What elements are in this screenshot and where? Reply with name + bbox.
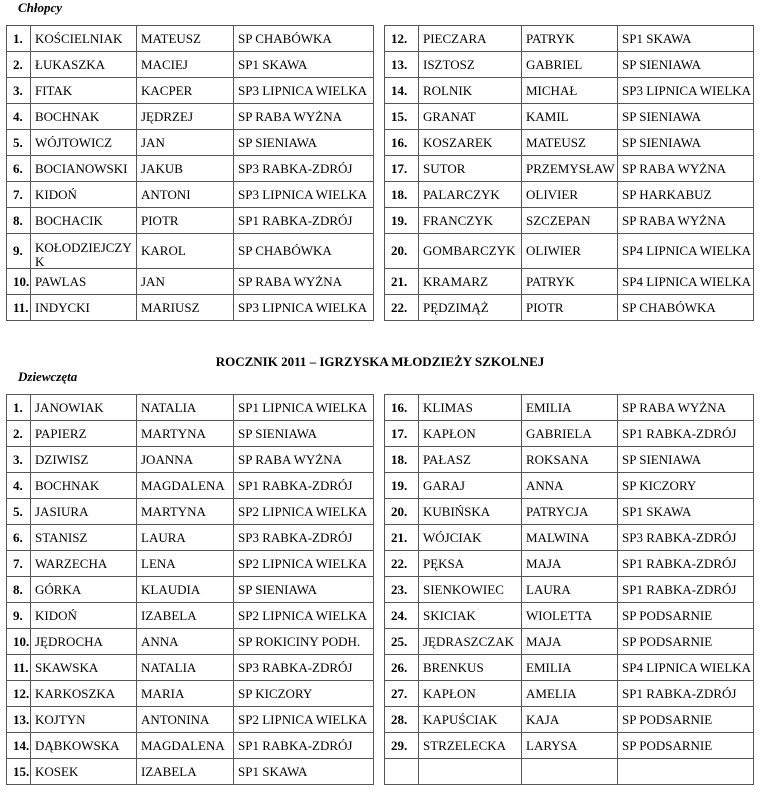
row-number: 9. (7, 234, 31, 269)
first-name-cell: LENA (137, 551, 234, 577)
school-cell (618, 759, 754, 785)
first-name-cell: PRZEMYSŁAW (522, 156, 618, 182)
first-name-cell: MACIEJ (137, 52, 234, 78)
boys-section-label: Chłopcy (18, 0, 63, 15)
surname-cell: KAPŁON (419, 421, 522, 447)
table-row (385, 603, 754, 629)
row-number: 17. (385, 421, 419, 447)
school-cell: SP3 RABKA-ZDRÓJ (618, 525, 754, 551)
surname-cell: KARKOSZKA (31, 681, 137, 707)
table-row (7, 295, 374, 321)
school-cell: SP PODSARNIE (618, 733, 754, 759)
table-row (7, 208, 374, 234)
table-row (7, 681, 374, 707)
school-cell: SP CHABÓWKA (234, 26, 374, 52)
first-name-cell: LARYSA (522, 733, 618, 759)
school-cell: SP3 LIPNICA WIELKA (234, 182, 374, 208)
first-name-cell: JOANNA (137, 447, 234, 473)
first-name-cell: ROKSANA (522, 447, 618, 473)
first-name-cell: ANTONINA (137, 707, 234, 733)
school-cell: SP SIENIAWA (618, 130, 754, 156)
row-number: 21. (385, 525, 419, 551)
school-cell: SP1 RABKA-ZDRÓJ (234, 473, 374, 499)
school-cell: SP RABA WYŻNA (234, 447, 374, 473)
table-row (385, 655, 754, 681)
surname-cell: PIECZARA (419, 26, 522, 52)
table-row (7, 655, 374, 681)
surname-cell: KUBIŃSKA (419, 499, 522, 525)
row-number: 3. (7, 447, 31, 473)
table-row (7, 525, 374, 551)
table-row (7, 733, 374, 759)
row-number: 15. (385, 104, 419, 130)
table-row (7, 156, 374, 182)
school-cell: SP1 RABKA-ZDRÓJ (618, 421, 754, 447)
school-cell: SP SIENIAWA (234, 577, 374, 603)
table-row (385, 681, 754, 707)
school-cell: SP4 LIPNICA WIELKA (618, 269, 754, 295)
school-cell: SP SIENIAWA (234, 421, 374, 447)
row-number: 6. (7, 525, 31, 551)
school-cell: SP RABA WYŻNA (234, 104, 374, 130)
first-name-cell: MALWINA (522, 525, 618, 551)
surname-cell: ROLNIK (419, 78, 522, 104)
row-number: 7. (7, 182, 31, 208)
surname-cell: KAPUŚCIAK (419, 707, 522, 733)
surname-cell (419, 759, 522, 785)
row-number: 13. (7, 707, 31, 733)
table-row (7, 269, 374, 295)
surname-cell: SKICIAK (419, 603, 522, 629)
surname-cell: KIDOŃ (31, 603, 137, 629)
table-row (385, 78, 754, 104)
surname-cell: PAŁASZ (419, 447, 522, 473)
first-name-cell: ANNA (137, 629, 234, 655)
first-name-cell: JAN (137, 130, 234, 156)
first-name-cell: JAN (137, 269, 234, 295)
first-name-cell: EMILIA (522, 395, 618, 421)
surname-cell: ISZTOSZ (419, 52, 522, 78)
first-name-cell: OLIVIER (522, 182, 618, 208)
first-name-cell: MATEUSZ (522, 130, 618, 156)
school-cell: SP1 SKAWA (618, 499, 754, 525)
table-row (7, 577, 374, 603)
table-row (7, 395, 374, 421)
school-cell: SP PODSARNIE (618, 629, 754, 655)
row-number: 4. (7, 104, 31, 130)
surname-cell: GOMBARCZYK (419, 234, 522, 269)
surname-cell: DZIWISZ (31, 447, 137, 473)
first-name-cell: GABRIEL (522, 52, 618, 78)
table-row (385, 269, 754, 295)
first-name-cell: KACPER (137, 78, 234, 104)
first-name-cell: MARTYNA (137, 499, 234, 525)
surname-cell: BOCHNAK (31, 104, 137, 130)
school-cell: SP2 LIPNICA WIELKA (234, 707, 374, 733)
table-row (385, 182, 754, 208)
school-cell: SP CHABÓWKA (618, 295, 754, 321)
surname-cell: JĘDRASZCZAK (419, 629, 522, 655)
first-name-cell: OLIWIER (522, 234, 618, 269)
row-number: 16. (385, 130, 419, 156)
school-cell: SP1 RABKA-ZDRÓJ (234, 208, 374, 234)
table-row (7, 130, 374, 156)
surname-cell: GARAJ (419, 473, 522, 499)
surname-cell: PAPIERZ (31, 421, 137, 447)
row-number: 25. (385, 629, 419, 655)
surname-cell: KOJTYN (31, 707, 137, 733)
surname-cell: ŁUKASZKA (31, 52, 137, 78)
school-cell: SP SIENIAWA (618, 104, 754, 130)
table-row (7, 26, 374, 52)
first-name-cell: PIOTR (522, 295, 618, 321)
surname-cell: KOSZAREK (419, 130, 522, 156)
school-cell: SP3 LIPNICA WIELKA (234, 295, 374, 321)
school-cell: SP1 RABKA-ZDRÓJ (234, 733, 374, 759)
first-name-cell: KAJA (522, 707, 618, 733)
surname-cell: PĘKSA (419, 551, 522, 577)
row-number: 8. (7, 577, 31, 603)
boys-table-left (6, 25, 374, 321)
first-name-cell: MAJA (522, 629, 618, 655)
surname-cell: BOCIANOWSKI (31, 156, 137, 182)
row-number: 19. (385, 208, 419, 234)
first-name-cell: IZABELA (137, 759, 234, 785)
row-number: 10. (7, 629, 31, 655)
girls-section-label: Dziewczęta (18, 369, 78, 384)
row-number: 5. (7, 499, 31, 525)
school-cell: SP4 LIPNICA WIELKA (618, 655, 754, 681)
surname-cell: BOCHACIK (31, 208, 137, 234)
first-name-cell: MICHAŁ (522, 78, 618, 104)
row-number: 13. (385, 52, 419, 78)
row-number: 24. (385, 603, 419, 629)
row-number: 6. (7, 156, 31, 182)
row-number: 7. (7, 551, 31, 577)
first-name-cell: MARIUSZ (137, 295, 234, 321)
school-cell: SP RABA WYŻNA (618, 395, 754, 421)
first-name-cell: WIOLETTA (522, 603, 618, 629)
girls-table-left (6, 394, 374, 785)
row-number: 27. (385, 681, 419, 707)
table-row (385, 104, 754, 130)
first-name-cell: MATEUSZ (137, 26, 234, 52)
row-number: 1. (7, 395, 31, 421)
surname-cell: PALARCZYK (419, 182, 522, 208)
row-number: 12. (7, 681, 31, 707)
table-row (385, 759, 754, 785)
table-row (7, 234, 374, 269)
surname-cell: GÓRKA (31, 577, 137, 603)
table-row (7, 707, 374, 733)
table-row (7, 78, 374, 104)
table-row (7, 551, 374, 577)
surname-cell: KLIMAS (419, 395, 522, 421)
row-number: 20. (385, 234, 419, 269)
surname-cell: STRZELECKA (419, 733, 522, 759)
surname-cell: FITAK (31, 78, 137, 104)
school-cell: SP KICZORY (234, 681, 374, 707)
surname-cell: WÓJCIAK (419, 525, 522, 551)
school-cell: SP3 RABKA-ZDRÓJ (234, 655, 374, 681)
first-name-cell: PATRYK (522, 269, 618, 295)
row-number: 28. (385, 707, 419, 733)
school-cell: SP HARKABUZ (618, 182, 754, 208)
row-number: 16. (385, 395, 419, 421)
school-cell: SP3 LIPNICA WIELKA (618, 78, 754, 104)
table-row (385, 499, 754, 525)
school-cell: SP1 SKAWA (234, 759, 374, 785)
girls-table-right (384, 394, 754, 785)
surname-cell: STANISZ (31, 525, 137, 551)
table-row (385, 130, 754, 156)
surname-cell: PĘDZIMĄŻ (419, 295, 522, 321)
table-row (385, 551, 754, 577)
table-row (7, 52, 374, 78)
first-name-cell: MARIA (137, 681, 234, 707)
school-cell: SP KICZORY (618, 473, 754, 499)
school-cell: SP3 LIPNICA WIELKA (234, 78, 374, 104)
surname-cell: JĘDROCHA (31, 629, 137, 655)
surname-cell: KOSEK (31, 759, 137, 785)
row-number: 17. (385, 156, 419, 182)
table-row (385, 629, 754, 655)
first-name-cell: ANTONI (137, 182, 234, 208)
first-name-cell (522, 759, 618, 785)
first-name-cell: PATRYCJA (522, 499, 618, 525)
table-row (385, 577, 754, 603)
row-number: 10. (7, 269, 31, 295)
first-name-cell: AMELIA (522, 681, 618, 707)
row-number: 18. (385, 447, 419, 473)
first-name-cell: JAKUB (137, 156, 234, 182)
table-row (7, 421, 374, 447)
first-name-cell: IZABELA (137, 603, 234, 629)
school-cell: SP1 RABKA-ZDRÓJ (618, 681, 754, 707)
surname-cell: SUTOR (419, 156, 522, 182)
row-number: 1. (7, 26, 31, 52)
school-cell: SP1 RABKA-ZDRÓJ (618, 577, 754, 603)
table-row (7, 182, 374, 208)
row-number: 8. (7, 208, 31, 234)
first-name-cell: KAMIL (522, 104, 618, 130)
school-cell: SP1 RABKA-ZDRÓJ (618, 551, 754, 577)
surname-cell: JANOWIAK (31, 395, 137, 421)
table-row (385, 525, 754, 551)
surname-cell: KRAMARZ (419, 269, 522, 295)
first-name-cell: NATALIA (137, 655, 234, 681)
first-name-cell: MAGDALENA (137, 473, 234, 499)
school-cell: SP3 RABKA-ZDRÓJ (234, 525, 374, 551)
school-cell: SP RABA WYŻNA (618, 208, 754, 234)
first-name-cell: MAGDALENA (137, 733, 234, 759)
surname-cell: BOCHNAK (31, 473, 137, 499)
surname-cell: WÓJTOWICZ (31, 130, 137, 156)
school-cell: SP PODSARNIE (618, 707, 754, 733)
school-cell: SP RABA WYŻNA (618, 156, 754, 182)
surname-cell: WARZECHA (31, 551, 137, 577)
surname-cell: BRENKUS (419, 655, 522, 681)
row-number (385, 759, 419, 785)
row-number: 15. (7, 759, 31, 785)
table-row (385, 733, 754, 759)
first-name-cell: MAJA (522, 551, 618, 577)
surname-cell: SIENKOWIEC (419, 577, 522, 603)
table-row (385, 26, 754, 52)
table-row (385, 295, 754, 321)
table-row (385, 234, 754, 269)
surname-cell: KOŚCIELNIAK (31, 26, 137, 52)
table-row (385, 52, 754, 78)
boys-table-right (384, 25, 754, 321)
surname-cell: GRANAT (419, 104, 522, 130)
row-number: 12. (385, 26, 419, 52)
row-number: 14. (385, 78, 419, 104)
first-name-cell: SZCZEPAN (522, 208, 618, 234)
school-cell: SP PODSARNIE (618, 603, 754, 629)
row-number: 3. (7, 78, 31, 104)
table-row (385, 156, 754, 182)
row-number: 29. (385, 733, 419, 759)
table-row (385, 208, 754, 234)
school-cell: SP4 LIPNICA WIELKA (618, 234, 754, 269)
row-number: 2. (7, 421, 31, 447)
surname-cell: PAWLAS (31, 269, 137, 295)
table-row (7, 473, 374, 499)
table-row (7, 759, 374, 785)
surname-cell: FRANCZYK (419, 208, 522, 234)
school-cell: SP ROKICINY PODH. (234, 629, 374, 655)
first-name-cell: EMILIA (522, 655, 618, 681)
school-cell: SP2 LIPNICA WIELKA (234, 499, 374, 525)
table-row (385, 447, 754, 473)
school-cell: SP2 LIPNICA WIELKA (234, 603, 374, 629)
surname-cell: DĄBKOWSKA (31, 733, 137, 759)
first-name-cell: MARTYNA (137, 421, 234, 447)
surname-cell: KAPŁON (419, 681, 522, 707)
school-cell: SP CHABÓWKA (234, 234, 374, 269)
table-row (385, 395, 754, 421)
first-name-cell: KAROL (137, 234, 234, 269)
row-number: 14. (7, 733, 31, 759)
school-cell: SP SIENIAWA (234, 130, 374, 156)
surname-cell: JASIURA (31, 499, 137, 525)
first-name-cell: KLAUDIA (137, 577, 234, 603)
row-number: 11. (7, 655, 31, 681)
first-name-cell: LAURA (522, 577, 618, 603)
row-number: 9. (7, 603, 31, 629)
table-row (385, 473, 754, 499)
school-cell: SP1 SKAWA (234, 52, 374, 78)
row-number: 23. (385, 577, 419, 603)
school-cell: SP2 LIPNICA WIELKA (234, 551, 374, 577)
first-name-cell: PIOTR (137, 208, 234, 234)
row-number: 11. (7, 295, 31, 321)
row-number: 4. (7, 473, 31, 499)
surname-cell: KIDOŃ (31, 182, 137, 208)
row-number: 21. (385, 269, 419, 295)
row-number: 22. (385, 295, 419, 321)
girls-heading: ROCZNIK 2011 – IGRZYSKA MŁODZIEŻY SZKOLNEJ (215, 354, 545, 369)
school-cell: SP RABA WYŻNA (234, 269, 374, 295)
row-number: 20. (385, 499, 419, 525)
school-cell: SP SIENIAWA (618, 447, 754, 473)
school-cell: SP1 LIPNICA WIELKA (234, 395, 374, 421)
school-cell: SP SIENIAWA (618, 52, 754, 78)
table-row (7, 603, 374, 629)
first-name-cell: JĘDRZEJ (137, 104, 234, 130)
school-cell: SP1 SKAWA (618, 26, 754, 52)
surname-cell: KOŁODZIEJCZYK (31, 234, 137, 269)
table-row (7, 447, 374, 473)
row-number: 19. (385, 473, 419, 499)
first-name-cell: LAURA (137, 525, 234, 551)
first-name-cell: PATRYK (522, 26, 618, 52)
school-cell: SP3 RABKA-ZDRÓJ (234, 156, 374, 182)
first-name-cell: NATALIA (137, 395, 234, 421)
row-number: 2. (7, 52, 31, 78)
table-row (385, 707, 754, 733)
row-number: 26. (385, 655, 419, 681)
surname-cell: SKAWSKA (31, 655, 137, 681)
first-name-cell: ANNA (522, 473, 618, 499)
table-row (7, 104, 374, 130)
table-row (385, 421, 754, 447)
table-row (7, 629, 374, 655)
surname-cell: INDYCKI (31, 295, 137, 321)
row-number: 22. (385, 551, 419, 577)
row-number: 5. (7, 130, 31, 156)
table-row (7, 499, 374, 525)
first-name-cell: GABRIELA (522, 421, 618, 447)
row-number: 18. (385, 182, 419, 208)
